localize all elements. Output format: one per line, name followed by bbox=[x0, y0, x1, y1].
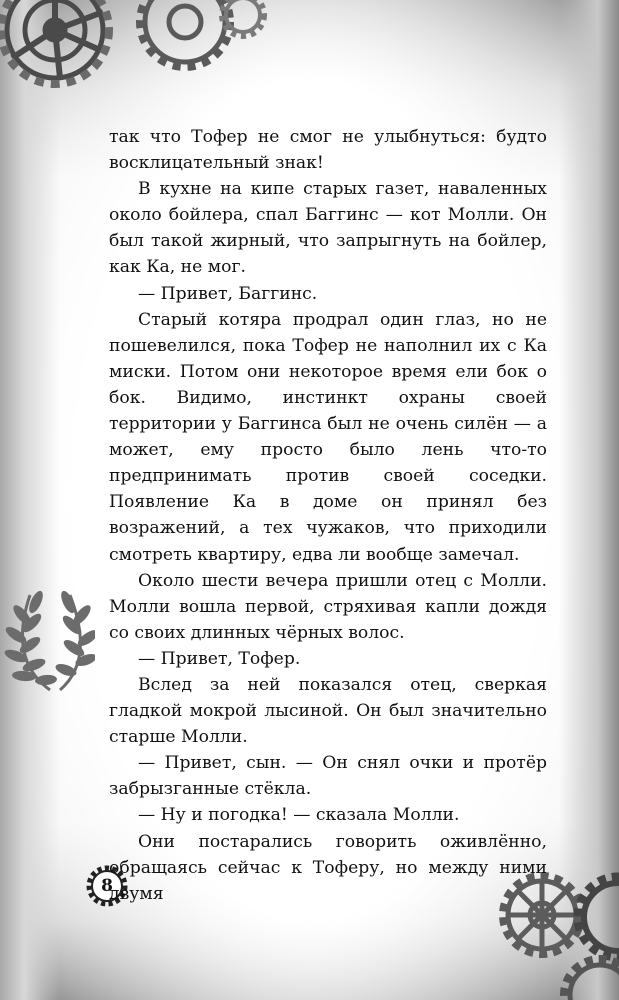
gears-icon bbox=[0, 0, 270, 110]
page-right-border bbox=[559, 0, 619, 1000]
body-text bbox=[109, 124, 547, 907]
paragraph: — Ну и погодка! — сказала Молли. bbox=[138, 805, 460, 826]
page-number: 8 bbox=[101, 876, 113, 896]
laurel-wreath-icon bbox=[0, 590, 95, 700]
page-left-border bbox=[0, 0, 60, 1000]
paragraph: Около шести вечера пришли отец с Молли. Молли вошла первой, стряхивая капли дождя со своих длинных чёрных волос. bbox=[109, 570, 547, 643]
paragraph: — Привет, сын. — Он снял очки и протёр забрызганные стёкла. bbox=[109, 753, 547, 800]
paragraph: так что Тофер не смог не улыбнуться: будто восклицательный знак! bbox=[109, 127, 547, 174]
paragraph: Они постарались говорить оживлённо, обращаясь сейчас к Тоферу, но между ними двумя bbox=[109, 831, 547, 904]
paragraph: — Привет, Тофер. bbox=[138, 648, 301, 669]
paragraph: — Привет, Баггинс. bbox=[138, 283, 318, 304]
paragraph: В кухне на кипе старых газет, наваленных около бойлера, спал Баггинс — кот Молли. Он был такой жирный, что запрыгнуть на бойлер, как Ка, не мог. bbox=[109, 179, 547, 278]
paragraph: Вслед за ней показался отец, сверкая гладкой мокрой лысиной. Он был значительно старше Молли. bbox=[109, 674, 547, 748]
paragraph: Старый котяра продрал один глаз, но не пошевелился, пока Тофер не наполнил их с Ка миски. Потом они некоторое время ели бок о бок. Видимо, инстинкт охраны своей территории у Баггинса был не очень силён — а может, ему просто было лень что-то предпринимать против своей соседки. Появление Ка в доме он принял без возражений, а тех чужаков, что приходили смотреть квартиру, едва ли вообще замечал. bbox=[109, 309, 547, 565]
